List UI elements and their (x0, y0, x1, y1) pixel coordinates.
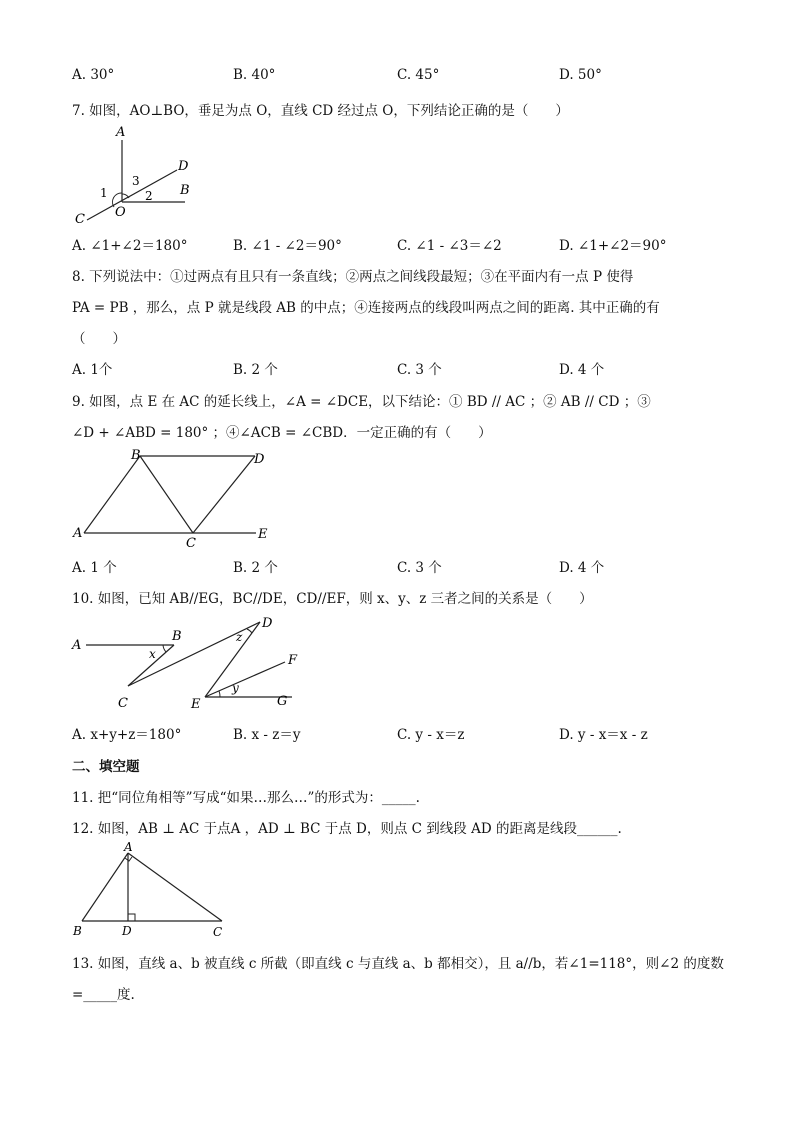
q9-label-c: C (186, 536, 196, 550)
q10-label-a: A (72, 638, 82, 653)
q7-option-d: D. ∠1+∠2＝90° (559, 238, 667, 254)
q12-label-a: A (124, 840, 133, 854)
q13-stem-line1: 13. 如图，直线 a、b 被直线 c 所截（即直线 c 与直线 a、b 都相交），且 a//b，若∠1=118°，则∠2 的度数 (72, 956, 724, 972)
q9-label-d: D (254, 452, 265, 467)
q7-label-a: A (116, 125, 126, 140)
q10-angle-y: y (232, 681, 239, 695)
q12-label-d: D (122, 924, 132, 938)
q9-figure (70, 445, 285, 550)
q10-angle-x: x (149, 647, 156, 661)
q9-label-e: E (258, 527, 268, 542)
q12-stem: 12. 如图，AB ⊥ AC 于点A ，AD ⊥ BC 于点 D，则点 C 到线段 AD 的距离是线段______. (72, 821, 622, 837)
q10-figure (70, 612, 310, 717)
q13-stem-line2: =_____度. (72, 987, 135, 1003)
q9-option-c: C. 3 个 (397, 560, 442, 576)
q6-option-a: A. 30° (72, 67, 115, 83)
q6-option-b: B. 40° (233, 67, 276, 83)
q7-angle-1: 1 (100, 186, 108, 200)
q7-label-d: D (178, 159, 189, 174)
section-title-fill-in: 二、填空题 (72, 759, 140, 775)
q10-option-b: B. x - z＝y (233, 727, 301, 743)
q7-option-b: B. ∠1 - ∠2＝90° (233, 238, 342, 254)
q9-stem-line1: 9. 如图，点 E 在 AC 的延长线上，∠A = ∠DCE，以下结论：① BD // AC ；② AB // CD ；③ (72, 394, 651, 410)
q10-label-c: C (118, 696, 128, 711)
q6-option-c: C. 45° (397, 67, 440, 83)
q8-stem-line1: 8. 下列说法中：①过两点有且只有一条直线；②两点之间线段最短；③在平面内有一点 P 使得 (72, 269, 634, 285)
q9-option-a: A. 1 个 (72, 560, 117, 576)
q7-option-c: C. ∠1 - ∠3＝∠2 (397, 238, 502, 254)
q10-option-a: A. x+y+z＝180° (72, 727, 182, 743)
q10-label-e: E (191, 697, 201, 712)
q10-option-c: C. y - x＝z (397, 727, 465, 743)
q10-stem: 10. 如图，已知 AB//EG，BC//DE，CD//EF，则 x、y、z 三者之间的关系是（ ） (72, 591, 593, 607)
q10-angle-z: z (236, 630, 243, 644)
q9-option-d: D. 4 个 (559, 560, 605, 576)
q10-label-g: G (277, 694, 288, 709)
q8-option-c: C. 3 个 (397, 362, 442, 378)
q7-option-a: A. ∠1+∠2＝180° (72, 238, 188, 254)
q8-option-b: B. 2 个 (233, 362, 278, 378)
q7-stem: 7. 如图，AO⊥BO，垂足为点 O，直线 CD 经过点 O，下列结论正确的是（ ） (72, 103, 569, 119)
q9-label-b: B (131, 448, 141, 463)
q12-figure (70, 840, 230, 940)
q10-option-d: D. y - x＝x - z (559, 727, 648, 743)
q8-stem-line3: （ ） (72, 331, 126, 347)
q9-label-a: A (73, 526, 83, 541)
q7-angle-2: 2 (145, 189, 153, 203)
q11-stem: 11. 把“同位角相等”写成“如果…那么…”的形式为：_____. (72, 790, 420, 806)
q7-label-c: C (75, 212, 85, 227)
q8-option-d: D. 4 个 (559, 362, 605, 378)
q6-option-d: D. 50° (559, 67, 602, 83)
q8-option-a: A. 1个 (72, 362, 113, 378)
q8-stem-line2: PA = PB ，那么，点 P 就是线段 AB 的中点；④连接两点的线段叫两点之间的距离. 其中正确的有 (72, 300, 660, 316)
q10-label-b: B (172, 629, 182, 644)
q10-label-f: F (288, 653, 298, 668)
q9-option-b: B. 2 个 (233, 560, 278, 576)
q7-label-b: B (180, 183, 190, 198)
q12-label-b: B (73, 924, 82, 938)
q7-label-o: O (115, 205, 126, 220)
q12-label-c: C (213, 925, 223, 939)
q10-label-d: D (262, 616, 273, 631)
q7-figure (72, 122, 202, 230)
q9-stem-line2: ∠D + ∠ABD = 180° ；④∠ACB = ∠CBD．一定正确的有（ ） (72, 425, 492, 441)
q7-angle-3: 3 (132, 174, 140, 188)
